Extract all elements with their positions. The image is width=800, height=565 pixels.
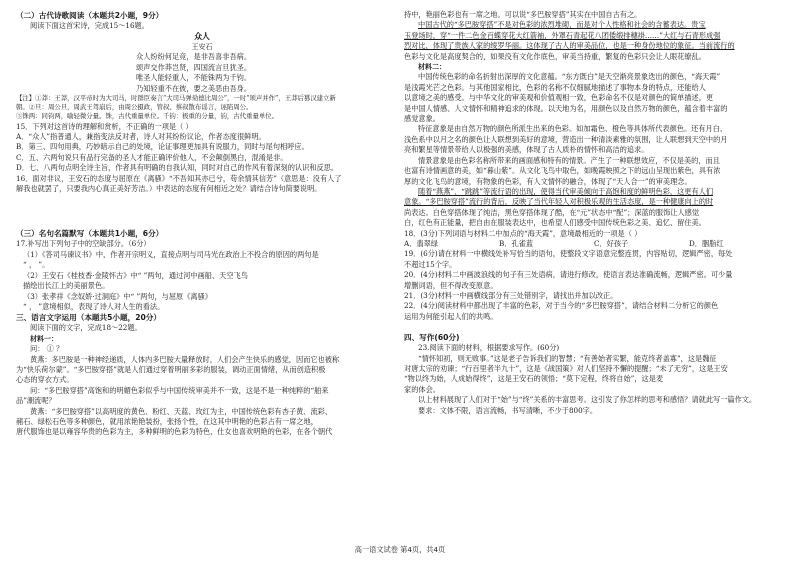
poem-line: 颂声交作莽岂贤，四国流言旦犹圣。 bbox=[136, 62, 252, 72]
material-1-line: 问： ① ？ bbox=[30, 344, 64, 354]
material-2-line: 尚表达。白色穿搭体现了纯洁，黑色穿搭体现了酷，在“元”状态中“配”；深蓝的服饰让人感觉 bbox=[404, 207, 700, 217]
section-title-dictation: （三）名句名篇默写（本题共1小题，6分） bbox=[16, 229, 164, 239]
q18-option-c: C．好孩子 bbox=[594, 238, 629, 248]
material-2-line: 白，红色有正能量，把自由在服装表达中，也希望人们感受中国传统色彩之美、追忆、留住美。 bbox=[404, 218, 706, 228]
material-2-line: 以意境之美的感受。与中华文化的审美观和价值观相一致，色彩命名不仅是对颜色的简单描述，更 bbox=[404, 93, 714, 103]
question-19: 19．(6分)请在材料一中横线处补写恰当的语句，使整段文字语意完整连贯，内容贴切，逻辑严密，每处 bbox=[404, 249, 733, 259]
left-column bbox=[16, 10, 388, 438]
material-2-line: 感觉意象。 bbox=[404, 114, 440, 124]
material-1-label: 材料一： bbox=[30, 334, 58, 343]
material-2-line: 是中国人情感、人文情怀和精神追求的体现。以天地为名，用颜色以及自然万物的颜色，蕴含着丰富的 bbox=[404, 103, 728, 113]
material-1-line: 持中，艳丽色彩也有一席之地。可以说“多巴胺穿搭”其实在中国自古有之。 bbox=[404, 10, 642, 19]
material-1-line: 问：“多巴胺穿搭”高饱和的明媚色彩似乎与中国传统审美并不一致，这是不是一种纯粹的“舶来 bbox=[30, 385, 329, 395]
q15-option-c: C．五、六两句说只有品行完备的圣人才能正确评价他人，不会颠倒黑白，混淆是非。 bbox=[16, 152, 288, 162]
q18-option-b: B．孔雀蓝 bbox=[499, 238, 534, 248]
language-intro: 阅读下面的文字，完成18～22题。 bbox=[30, 323, 142, 333]
page-footer: 高一语文试卷 第4页，共4页 bbox=[354, 545, 446, 554]
material-2-line: 厚的文化飞鸟的意境，有物象的色彩，有人文情怀的融合，体现了“天人合一”的审美理念。 bbox=[404, 176, 692, 186]
q17-line: （2）王安石《桂枝香·金陵怀古》中“ ”两句，通过河中画船、天空飞鸟 bbox=[23, 270, 248, 280]
material-1-line: 黄燕：“多巴胺穿搭”以高明度的黄色、粉红、天蓝、玫红为主，中国传统色彩有杏子黄、流彩、 bbox=[30, 406, 333, 416]
q17-line: 描绘出长江上的美丽景色。 bbox=[23, 281, 110, 291]
question-17: 17.补写出下列句子中的空缺部分。（6分） bbox=[16, 239, 151, 249]
material-2-wavy-line: 随着“燕燕”、“跳跳”等流行语的出现，使得当代审美倾向于高饱和度的鲜明色彩，这更有人们 bbox=[418, 186, 714, 196]
material-2-line: 浅色系中以月之名的颜色让人联想到美好的意境，营造出一种清淡素雅的氛围，让人联想到天空中的月 bbox=[404, 134, 728, 144]
material-2-line: 情景意象是由色彩名称所带来的画面感和特有的情景。产生了一种联想效应，不仅是美的，而且 bbox=[418, 155, 720, 165]
material-2-line: 也富有诗情画意的美，如“暮山紫”。从文化飞鸟中取色，如晚霞映照之下的远山呈现出紫色，具有浓 bbox=[404, 166, 721, 176]
poem-note: 朝。②旦：周公旦，周武王驾崩后，由周公摄政，管叔、蔡叔散布谣言，诬陷周公。 bbox=[16, 103, 253, 112]
question-19-cont: 不超过15个字。 bbox=[404, 259, 457, 269]
material-1-line: 为“快乐荷尔蒙”。“多巴胺穿搭”就是人们通过穿着明丽多彩的服装，调动正面情绪，从而创造积极 bbox=[16, 364, 326, 374]
question-22-cont: 运用为何能引起人们的共鸣。 bbox=[404, 311, 498, 321]
material-1-underlined-line: 中国古代的“多巴胺穿搭”不是对色彩的浓烈堆砌，而是对个人性格和社会的含蓄表达。贵宝 bbox=[418, 20, 706, 30]
q18-options bbox=[404, 239, 784, 249]
material-1-line: 唐代服饰也是以雍容华贵的色彩为主，多种鲜明的色彩为特色，仕女也喜欢明艳的色彩，在各个朝代 bbox=[16, 427, 333, 437]
section-title-poetry: （二）古代诗歌阅读（本题共2小题，9分） bbox=[16, 11, 164, 20]
section-title-writing: 四、写作(60分) bbox=[404, 333, 460, 343]
material-2-line: 亮和繁星等情景带给人以极强的美感，体现了古人质朴的情怀和高洁的追求。 bbox=[404, 145, 649, 155]
q18-option-d: D．胭脂红 bbox=[689, 238, 724, 248]
q23-line: 对唐太宗的劝谏；“行百里者半九十”，这是《战国策》对人们坚持不懈的提醒；“未了无穷”，这是王安 bbox=[404, 364, 728, 373]
material-2-wavy-line: 意象。“多巴胺穿搭”流行的背后，反映了当代年轻人对积极乐观的生活态度，是一种健康向上的时 bbox=[404, 197, 714, 207]
material-2-line: 特征意象是由自然万物的颜色所派生出来的色彩。如加霜色、橙色等具体所代表颜色。还有月白、 bbox=[418, 124, 728, 134]
q23-line: “物以终为始，人成始得终”，这是王安石的领悟；“莫下定程，终将自始”，这是麦 bbox=[404, 374, 664, 384]
material-1-line: 色彩与文化是高度契合的，如果没有文化作底色，审美当持重，繁复的色彩只会让人眼花缭乱。 bbox=[404, 51, 706, 61]
poem-line: 唯圣人能轻重人，不能铢两为千钧。 bbox=[136, 73, 252, 83]
material-1-line: 赭石、绿松石色等多种颜色，就用浓艳艳装扮，张扬个性，在这其中明艳的色彩占有一席之地， bbox=[16, 416, 318, 426]
question-16-cont: 解我也就罢了，只要我内心真正美好芳洁。）中表达的态度有何相近之处？请结合诗句简要说明。 bbox=[16, 184, 322, 194]
poetry-intro: 阅读下面这首宋诗，完成15～16题。 bbox=[30, 21, 149, 30]
poem-line: 乃知轻重不在彼，要之美恶由吾身。 bbox=[136, 83, 252, 93]
question-18: 18．(3分)下列词语与材料二中加点的“海天霞”，意境最相近的一项是（ ） bbox=[404, 228, 642, 238]
question-21: 21．(3分)材料一中画横线部分有三处错别字，请找出并加以改正。 bbox=[404, 290, 618, 300]
q23-line: “情怀知初，则无败事。”这是老子告诉我们的智慧；“有善始者实繁，能克终者盖寡”，这是魏征 bbox=[418, 353, 717, 363]
right-column bbox=[404, 10, 784, 416]
poem-line: 众人纷纷何足竞，是非吾喜非吾病。 bbox=[136, 52, 252, 62]
material-2-line: 是浅霞光芒之色彩。与其他国家相比，色彩的名称不仅细腻地描述了事物本身的特点，还能给人 bbox=[404, 82, 706, 92]
question-16: 16．面对非议，王安石的态度与屈原在《离骚》“不吾知其亦已兮，苟余情其信芳”（意思是：没有人了 bbox=[16, 173, 342, 183]
q23-line: 家的体会。 bbox=[404, 384, 440, 394]
question-15: 15．下列对这首诗的理解和赏析，不正确的一项是（ ） bbox=[16, 121, 193, 131]
material-1-line: 品”潮流呢？ bbox=[16, 396, 56, 406]
question-20-cont: 增删词语，但不得改变原意。 bbox=[404, 280, 498, 290]
poem-author: 王安石 bbox=[191, 43, 213, 52]
q15-option-a: A．“众人”指普通人，兼指变法反对者，诗人对其纷纷议论，作者态度很鲜明。 bbox=[16, 132, 266, 142]
section-title-language: 三、语言文字运用（本题共5小题，20分） bbox=[16, 313, 161, 323]
material-1-line: 黄燕：多巴胺是一种神经递质，人体内多巴胺大量释放时，人们会产生快乐的感觉，因而它也被称 bbox=[30, 354, 340, 364]
q18-option-a: A．翡翠绿 bbox=[404, 238, 438, 248]
q23-requirements: 要求：文体不限，语言流畅，书写清晰，不少于800字。 bbox=[418, 405, 598, 415]
q15-option-d: D．七、八两句点明全诗主旨，作者具有明确的自我认知，同时对自己的作风有着深刻的认识和反思。 bbox=[16, 163, 339, 173]
question-22: 22．(4分)阅读材料中都出现了丰富的色彩，对于当今的“多巴胺穿搭”，请结合材料二分析它的颜色 bbox=[404, 301, 719, 311]
poem-note: ③铢两：同钧两，喻轻微分量。铢，古代重量单位。千钧：极重的分量，钧，古代重量单位。 bbox=[16, 112, 279, 121]
q17-line: （3）张孝祥《念奴娇·过洞庭》中“ ”两句，与屈原《离骚》 bbox=[23, 291, 212, 301]
material-1-underlined-line: 烈对比，体现了贵族人家的绫罗华丽。这体现了古人的审美品位，也是一种身份地位的象征。当前流行的 bbox=[404, 41, 735, 51]
q17-line: （1）《答司马谏议书》中，作者开宗明义，直接点明与司马光在政治上不投合的原因的两句是 bbox=[23, 249, 319, 259]
q17-blank-line: “ ， ”。 bbox=[23, 260, 50, 270]
material-1-underlined-line: 玉登场时，穿“一件二色金百蝶穿花大红箭袖，外罩石青起花八团倭缎排穗褂……”大红与石青形成强 bbox=[404, 30, 721, 40]
question-23: 23.阅读下面的材料，根据要求写作。(60分) bbox=[418, 343, 560, 353]
material-1-line: 心态的穿衣方式。 bbox=[16, 375, 74, 385]
q15-option-b: B．第三、四句用典，巧妙暗示自己的处境，论证事理更加具有说服力，同时与尾句相呼应。 bbox=[16, 142, 309, 152]
q17-blank-line: “ ， ”意境相似，表现了诗人对人生的看法。 bbox=[23, 301, 165, 311]
material-2-label: 材料二： bbox=[418, 63, 446, 72]
material-2-line: 中国传统色彩的命名折射出深厚的文化意蕴。“东方既白”是天空渐亮景象迭出的颜色，“海天霞” bbox=[418, 72, 721, 82]
q23-line: 以上材料展现了人们对于“始”与“终”关系的丰富思考。这引发了你怎样的思考和感悟？请就此写一篇作文。 bbox=[418, 395, 757, 405]
poem-title: 众人 bbox=[194, 32, 210, 42]
question-20: 20．(4分)材料二中画波浪线的句子有三处语病，请进行修改，使语言表达准确流畅，逻辑严密。可少量 bbox=[404, 270, 733, 280]
poem-note: 【注】①莽：王莽，汉平帝时为大司马，时群臣奏言“大司马弹劾德比周公”，一时“颂声并作”，王莽后篡汉建立新 bbox=[16, 94, 336, 103]
